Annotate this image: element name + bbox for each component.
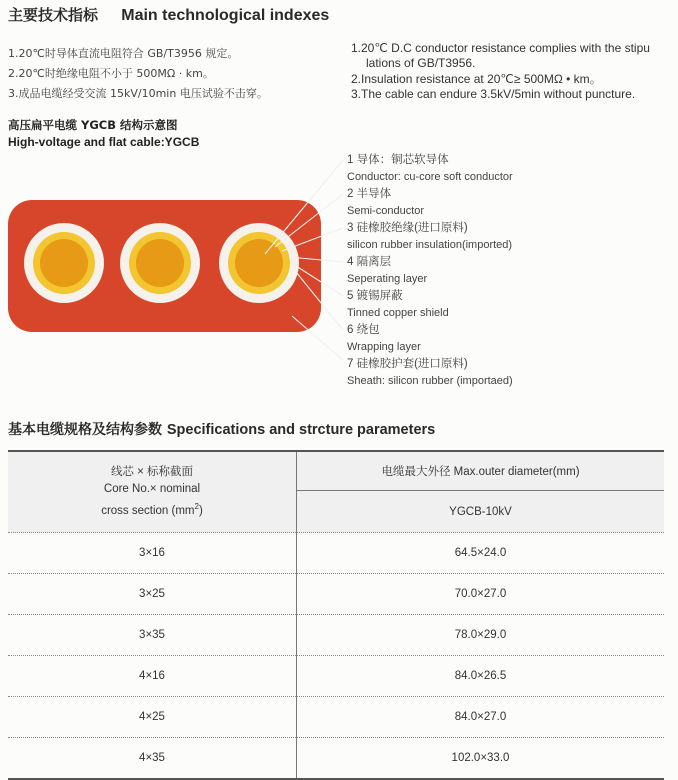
cable-cross-section-diagram xyxy=(0,150,350,365)
en-index-item: 2.Insulation resistance at 20℃≥ 500MΩ • km。 xyxy=(351,72,602,86)
core-1 xyxy=(24,223,104,303)
label-tinned-shield: 5 镀锡屏蔽 Tinned copper shield xyxy=(347,290,449,319)
cell-spec: 3×35 xyxy=(8,615,297,656)
cell-diameter: 84.0×26.5 xyxy=(297,656,665,697)
cn-index-item: 2.20℃时绝缘电阻不小于 500MΩ · km。 xyxy=(8,67,214,80)
diagram-title-en: High-voltage and flat cable:YGCB xyxy=(8,135,200,149)
diagram-labels xyxy=(347,151,513,389)
cell-spec: 3×25 xyxy=(8,574,297,615)
en-index-item: 1.20℃ D.C conductor resistance complies with the stipu xyxy=(351,41,650,55)
en-index-item: 3.The cable can endure 3.5kV/5min without puncture. xyxy=(351,87,636,101)
table-header-row xyxy=(8,451,664,491)
label-separating-layer: 4 隔离层 Seperating layer xyxy=(347,256,428,285)
cell-spec: 4×25 xyxy=(8,697,297,738)
label-sheath: 7 硅橡胶护套(进口原料) Sheath: silicon rubber (importaed) xyxy=(347,358,513,387)
label-conductor: 1 导体：铜芯软导体 Conductor: cu-core soft conductor xyxy=(347,154,513,183)
label-wrapping-layer: 6 绕包 Wrapping layer xyxy=(347,324,421,353)
cn-indexes-list xyxy=(8,44,268,104)
table-row xyxy=(8,738,664,780)
main-indexes-title-cn: 主要技术指标 xyxy=(8,6,99,24)
table-row xyxy=(8,533,664,574)
specs-title-cn: 基本电缆规格及结构参数 xyxy=(8,422,162,438)
table-row xyxy=(8,574,664,615)
specs-title-en: Specifications and strcture parameters xyxy=(166,422,436,438)
cell-diameter: 78.0×29.0 xyxy=(297,615,665,656)
header-max-diameter: 电缆最大外径 Max.outer diameter(mm) xyxy=(297,451,665,491)
header-core-section: 线芯 × 标称截面 Core No.× nominal cross section $(mm^2)$ xyxy=(8,451,297,533)
en-indexes-list xyxy=(351,41,650,102)
label-insulation: 3 硅橡胶绝缘(进口原料) silicon rubber insulation(imported) xyxy=(347,222,513,251)
core-2 xyxy=(120,223,200,303)
cell-spec: 4×35 xyxy=(8,738,297,780)
cn-index-item: 3.成品电缆经受交流 15kV/10min 电压试验不击穿。 xyxy=(8,87,268,100)
cell-diameter: 70.0×27.0 xyxy=(297,574,665,615)
label-semiconductor: 2 半导体 Semi-conductor xyxy=(347,188,425,217)
specs-heading xyxy=(8,419,435,439)
table-row xyxy=(8,697,664,738)
specs-table xyxy=(8,450,664,780)
diagram-title-cn: 高压扁平电缆 YGCB 结构示意图 xyxy=(8,118,178,132)
cell-diameter: 84.0×27.0 xyxy=(297,697,665,738)
cell-diameter: 102.0×33.0 xyxy=(297,738,665,780)
table-row xyxy=(8,656,664,697)
cell-spec: 3×16 xyxy=(8,533,297,574)
main-indexes-title-en: Main technological indexes xyxy=(121,7,330,24)
en-index-item: lations of GB/T3956. xyxy=(366,56,476,70)
table-row xyxy=(8,615,664,656)
header-model: YGCB-10kV xyxy=(449,505,512,518)
cn-index-item: 1.20℃时导体直流电阻符合 GB/T3956 规定。 xyxy=(8,47,239,60)
core-3 xyxy=(219,223,299,303)
main-indexes-heading xyxy=(8,4,329,25)
cell-diameter: 64.5×24.0 xyxy=(297,533,665,574)
cell-spec: 4×16 xyxy=(8,656,297,697)
